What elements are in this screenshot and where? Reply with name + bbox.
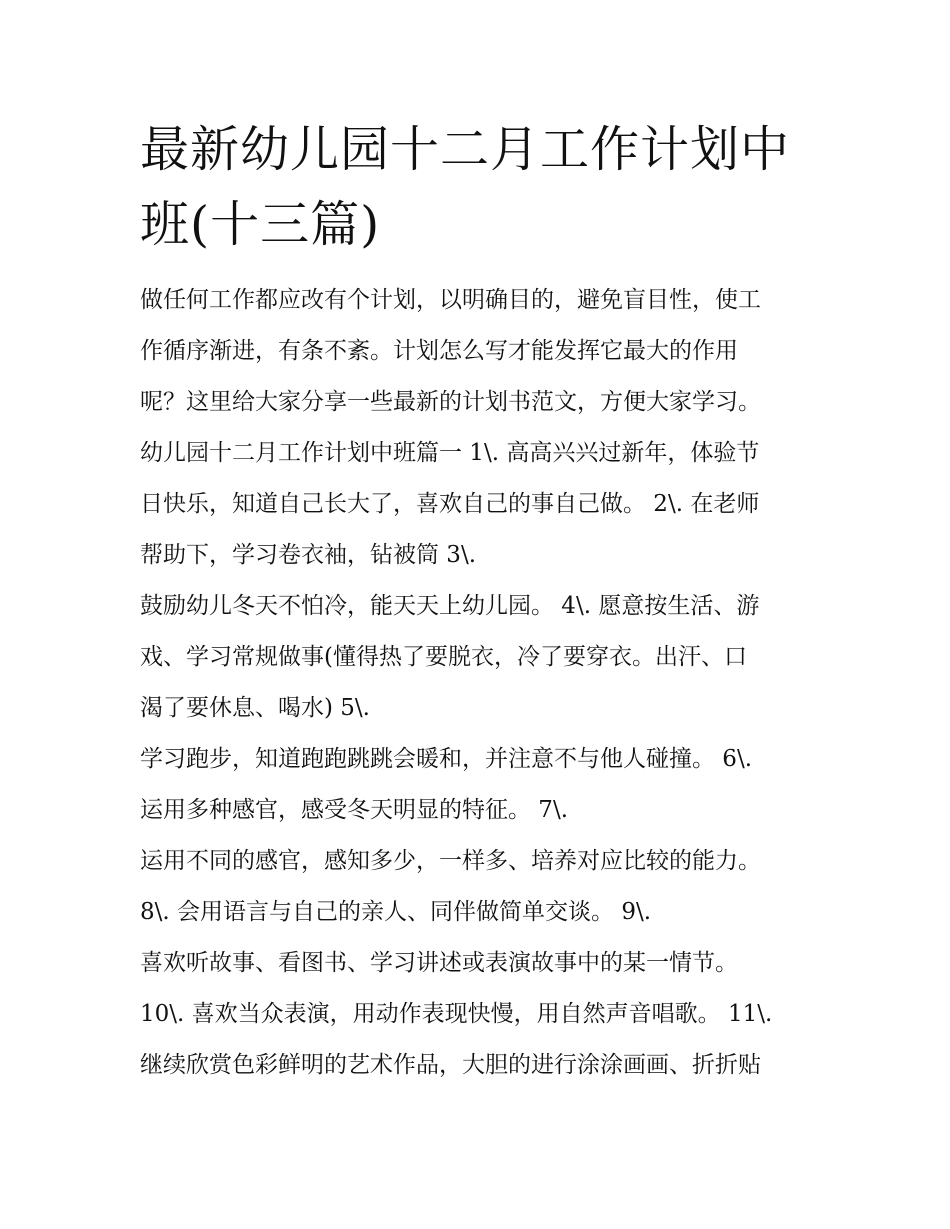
- body-line: 戏、学习常规做事(懂得热了要脱衣，冷了要穿衣。出汗、口: [140, 644, 747, 670]
- body-line: 幼儿园十二月工作计划中班篇一 1\. 高高兴兴过新年，体验节: [140, 440, 760, 466]
- body-line: 喜欢听故事、看图书、学习讲述或表演故事中的某一情节。: [140, 950, 738, 976]
- body-line: 10\. 喜欢当众表演，用动作表现快慢，用自然声音唱歌。 11\.: [140, 1001, 773, 1027]
- body-line: 学习跑步，知道跑跑跳跳会暖和，并注意不与他人碰撞。 6\.: [140, 746, 753, 772]
- body-line: 8\. 会用语言与自己的亲人、同伴做简单交谈。 9\.: [140, 899, 652, 925]
- document-body: [140, 275, 820, 1091]
- body-line: 运用多种感官，感受冬天明显的特征。 7\.: [140, 797, 569, 823]
- body-line: 运用不同的感官，感知多少，一样多、培养对应比较的能力。: [140, 848, 761, 874]
- body-line: 帮助下，学习卷衣袖，钻被筒 3\.: [140, 542, 477, 568]
- body-line: 做任何工作都应改有个计划，以明确目的，避免盲目性，使工: [140, 287, 761, 313]
- body-line: 日快乐，知道自己长大了，喜欢自己的事自己做。 2\. 在老师: [140, 491, 760, 517]
- body-line: 作循序渐进，有条不紊。计划怎么写才能发挥它最大的作用: [140, 338, 738, 364]
- body-line: 鼓励幼儿冬天不怕冷，能天天上幼儿园。 4\. 愿意按生活、游: [140, 593, 760, 619]
- document-title: 最新幼儿园十二月工作计划中班(十三篇): [140, 121, 791, 253]
- body-line: 渴了要休息、喝水) 5\.: [140, 695, 370, 721]
- body-line: 继续欣赏色彩鲜明的艺术作品，大胆的进行涂涂画画、折折贴: [140, 1052, 761, 1078]
- body-line: 呢？这里给大家分享一些最新的计划书范文，方便大家学习。: [140, 389, 761, 415]
